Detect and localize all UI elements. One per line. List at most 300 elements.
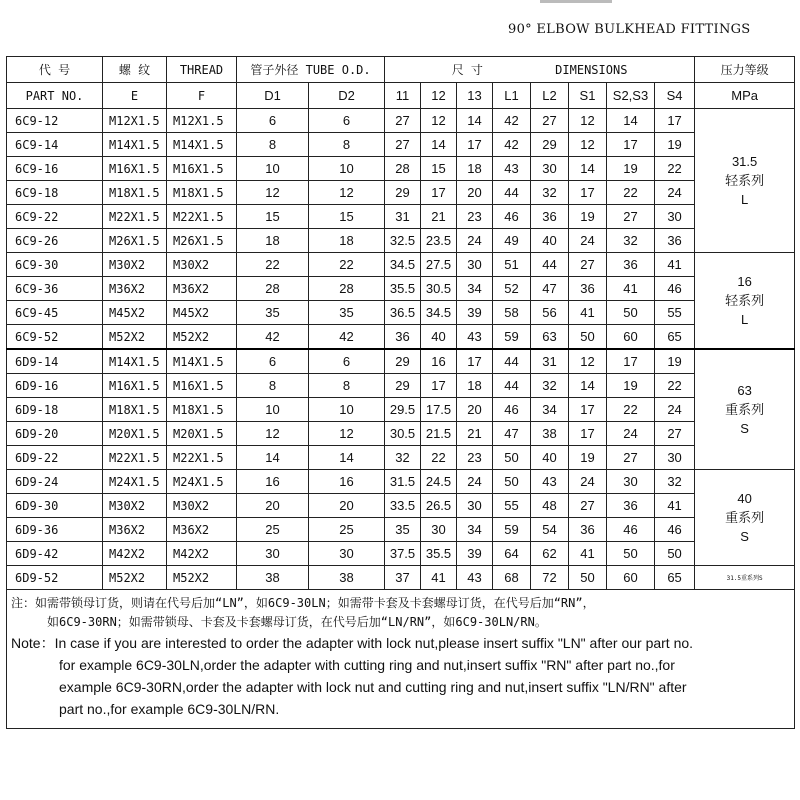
cell-s4: 32 [655, 470, 695, 494]
cell-s4: 30 [655, 446, 695, 470]
pressure-value: 31.5 [731, 154, 758, 169]
notes-cell [7, 590, 795, 729]
cell-part-no: 6D9-42 [7, 542, 103, 566]
cell-d1: 12 [237, 181, 309, 205]
cell-s4: 24 [655, 181, 695, 205]
page-title: 90° ELBOW BULKHEAD FITTINGS [508, 22, 751, 37]
cell-d1: 8 [237, 133, 309, 157]
pressure-value: 40 [737, 491, 752, 506]
cell-l1-small: 37.5 [385, 542, 421, 566]
cell-part-no: 6C9-12 [7, 109, 103, 133]
cell-l2-small: 30 [421, 518, 457, 542]
cell-d1: 42 [237, 325, 309, 350]
cell-s4: 46 [655, 518, 695, 542]
cell-part-no: 6D9-24 [7, 470, 103, 494]
cell-s1: 19 [569, 446, 607, 470]
cell-part-no: 6D9-16 [7, 374, 103, 398]
cell-thread-f: M52X2 [167, 325, 237, 350]
cell-d2: 16 [309, 470, 385, 494]
cell-s4: 22 [655, 157, 695, 181]
cell-thread-e: M52X2 [103, 566, 167, 590]
cell-s2s3: 24 [607, 422, 655, 446]
cell-L1: 44 [493, 181, 531, 205]
cell-s1: 12 [569, 133, 607, 157]
header-dim-en: DIMENSIONS [555, 63, 628, 77]
pressure-series: 轻系列 [725, 173, 765, 188]
pressure-value: 63 [737, 383, 752, 398]
cell-L2: 29 [531, 133, 569, 157]
cell-thread-f: M30X2 [167, 253, 237, 277]
pressure-rating-cell [695, 109, 795, 253]
cell-d1: 6 [237, 109, 309, 133]
cell-l2-small: 21 [421, 205, 457, 229]
cell-l3-small: 23 [457, 446, 493, 470]
cell-s1: 24 [569, 229, 607, 253]
cell-l3-small: 30 [457, 494, 493, 518]
cell-s1: 14 [569, 157, 607, 181]
cell-l2-small: 27.5 [421, 253, 457, 277]
table-row [7, 542, 795, 566]
table-row [7, 133, 795, 157]
cell-s1: 36 [569, 518, 607, 542]
cell-part-no: 6C9-36 [7, 277, 103, 301]
cell-d1: 30 [237, 542, 309, 566]
note-en-1: Note：In case if you are interested to order the adapter with lock nut,please insert suffix "LN" after our part no. [11, 635, 694, 651]
cell-L2: 34 [531, 398, 569, 422]
cell-d2: 6 [309, 349, 385, 374]
cell-thread-f: M14X1.5 [167, 349, 237, 374]
cell-d1: 20 [237, 494, 309, 518]
cell-L2: 30 [531, 157, 569, 181]
header-L1: L1 [493, 83, 531, 109]
cell-part-no: 6D9-14 [7, 349, 103, 374]
cell-s2s3: 36 [607, 253, 655, 277]
cell-part-no: 6C9-45 [7, 301, 103, 325]
cell-d2: 22 [309, 253, 385, 277]
header-pressure-cn: 压力等级 [695, 57, 795, 83]
cell-d1: 28 [237, 277, 309, 301]
cell-l1-small: 29 [385, 349, 421, 374]
pressure-series: 重系列 [725, 510, 765, 525]
cell-l1-small: 30.5 [385, 422, 421, 446]
cell-L2: 62 [531, 542, 569, 566]
cell-d2: 30 [309, 542, 385, 566]
cell-l1-small: 36.5 [385, 301, 421, 325]
cell-l3-small: 21 [457, 422, 493, 446]
cell-s1: 50 [569, 566, 607, 590]
fittings-spec-table [6, 56, 795, 729]
cell-d2: 12 [309, 181, 385, 205]
cell-thread-f: M14X1.5 [167, 133, 237, 157]
header-part-no: PART NO. [7, 83, 103, 109]
cell-thread-e: M36X2 [103, 277, 167, 301]
cell-thread-e: M18X1.5 [103, 398, 167, 422]
cell-thread-f: M18X1.5 [167, 398, 237, 422]
cell-d2: 20 [309, 494, 385, 518]
header-L2: L2 [531, 83, 569, 109]
cell-s2s3: 19 [607, 374, 655, 398]
cell-d1: 14 [237, 446, 309, 470]
pressure-rating-cell: 31.5重系列S [695, 566, 795, 590]
cell-l2-small: 34.5 [421, 301, 457, 325]
cell-d1: 10 [237, 398, 309, 422]
header-s2s3: S2,S3 [607, 83, 655, 109]
cell-s4: 19 [655, 349, 695, 374]
header-dimensions [385, 57, 695, 83]
top-edge-mark [540, 0, 612, 3]
header-mpa: MPa [695, 83, 795, 109]
cell-s1: 17 [569, 181, 607, 205]
cell-l1-small: 27 [385, 133, 421, 157]
cell-d1: 35 [237, 301, 309, 325]
cell-thread-f: M22X1.5 [167, 205, 237, 229]
cell-part-no: 6C9-16 [7, 157, 103, 181]
cell-d2: 38 [309, 566, 385, 590]
table-row [7, 253, 795, 277]
cell-s4: 36 [655, 229, 695, 253]
cell-thread-f: M22X1.5 [167, 446, 237, 470]
table-row [7, 374, 795, 398]
cell-s1: 50 [569, 325, 607, 350]
cell-s2s3: 32 [607, 229, 655, 253]
cell-s1: 27 [569, 494, 607, 518]
cell-thread-f: M16X1.5 [167, 157, 237, 181]
table-row [7, 205, 795, 229]
pressure-code: S [740, 529, 749, 544]
cell-l1-small: 33.5 [385, 494, 421, 518]
cell-part-no: 6C9-14 [7, 133, 103, 157]
cell-l2-small: 30.5 [421, 277, 457, 301]
table-row [7, 277, 795, 301]
cell-l2-small: 15 [421, 157, 457, 181]
cell-d2: 35 [309, 301, 385, 325]
header-code-cn: 代 号 [7, 57, 103, 83]
cell-l2-small: 22 [421, 446, 457, 470]
cell-part-no: 6C9-52 [7, 325, 103, 350]
cell-L1: 59 [493, 518, 531, 542]
cell-l3-small: 24 [457, 470, 493, 494]
cell-l3-small: 34 [457, 518, 493, 542]
cell-thread-e: M22X1.5 [103, 205, 167, 229]
pressure-code: S [740, 421, 749, 436]
cell-d1: 38 [237, 566, 309, 590]
cell-l3-small: 14 [457, 109, 493, 133]
cell-l1-small: 29 [385, 374, 421, 398]
cell-L2: 63 [531, 325, 569, 350]
table-row [7, 157, 795, 181]
cell-l3-small: 24 [457, 229, 493, 253]
cell-part-no: 6D9-52 [7, 566, 103, 590]
table-row [7, 566, 795, 590]
cell-l1-small: 29 [385, 181, 421, 205]
cell-s2s3: 14 [607, 109, 655, 133]
table-row [7, 422, 795, 446]
cell-s2s3: 22 [607, 398, 655, 422]
cell-L2: 47 [531, 277, 569, 301]
cell-L2: 38 [531, 422, 569, 446]
note-en-4: part no.,for example 6C9-30LN/RN. [59, 701, 280, 717]
cell-s1: 17 [569, 398, 607, 422]
cell-thread-e: M30X2 [103, 253, 167, 277]
cell-L1: 49 [493, 229, 531, 253]
cell-l1-small: 27 [385, 109, 421, 133]
cell-thread-e: M12X1.5 [103, 109, 167, 133]
cell-s1: 12 [569, 349, 607, 374]
cell-d2: 18 [309, 229, 385, 253]
cell-s2s3: 27 [607, 446, 655, 470]
cell-l2-small: 21.5 [421, 422, 457, 446]
cell-l2-small: 17 [421, 181, 457, 205]
cell-d1: 16 [237, 470, 309, 494]
cell-l1-small: 35 [385, 518, 421, 542]
header-thread-en: THREAD [167, 57, 237, 83]
cell-L1: 44 [493, 349, 531, 374]
cell-part-no: 6C9-18 [7, 181, 103, 205]
cell-l2-small: 17.5 [421, 398, 457, 422]
cell-s2s3: 17 [607, 133, 655, 157]
cell-l2-small: 14 [421, 133, 457, 157]
cell-s1: 12 [569, 109, 607, 133]
cell-l2-small: 41 [421, 566, 457, 590]
cell-thread-e: M24X1.5 [103, 470, 167, 494]
cell-d1: 25 [237, 518, 309, 542]
cell-thread-e: M52X2 [103, 325, 167, 350]
cell-s1: 36 [569, 277, 607, 301]
cell-thread-e: M16X1.5 [103, 157, 167, 181]
table-row [7, 494, 795, 518]
cell-thread-f: M16X1.5 [167, 374, 237, 398]
cell-s4: 55 [655, 301, 695, 325]
note-cn-2: 如6C9-30RN；如需带锁母、卡套及卡套螺母订货，在代号后加“LN/RN”，如6C9-30LN/RN。 [47, 615, 547, 629]
cell-thread-f: M42X2 [167, 542, 237, 566]
cell-L1: 58 [493, 301, 531, 325]
cell-d2: 8 [309, 133, 385, 157]
header-d2: D2 [309, 83, 385, 109]
cell-s2s3: 36 [607, 494, 655, 518]
cell-d1: 8 [237, 374, 309, 398]
cell-d2: 10 [309, 157, 385, 181]
cell-L2: 72 [531, 566, 569, 590]
cell-l3-small: 20 [457, 398, 493, 422]
cell-d2: 42 [309, 325, 385, 350]
cell-L1: 59 [493, 325, 531, 350]
cell-part-no: 6D9-18 [7, 398, 103, 422]
cell-s1: 27 [569, 253, 607, 277]
cell-l3-small: 39 [457, 301, 493, 325]
table-row [7, 301, 795, 325]
cell-s2s3: 41 [607, 277, 655, 301]
cell-s2s3: 22 [607, 181, 655, 205]
cell-L2: 54 [531, 518, 569, 542]
cell-l3-small: 18 [457, 374, 493, 398]
cell-thread-f: M12X1.5 [167, 109, 237, 133]
cell-l3-small: 39 [457, 542, 493, 566]
cell-L2: 40 [531, 446, 569, 470]
pressure-code: L [740, 192, 749, 207]
cell-s1: 24 [569, 470, 607, 494]
table-row [7, 349, 795, 374]
cell-thread-f: M52X2 [167, 566, 237, 590]
cell-l2-small: 35.5 [421, 542, 457, 566]
cell-thread-e: M20X1.5 [103, 422, 167, 446]
cell-s2s3: 46 [607, 518, 655, 542]
cell-s2s3: 19 [607, 157, 655, 181]
cell-l2-small: 24.5 [421, 470, 457, 494]
cell-L2: 43 [531, 470, 569, 494]
cell-d1: 22 [237, 253, 309, 277]
header-tube-od: 管子外径 TUBE O.D. [237, 57, 385, 83]
cell-thread-f: M45X2 [167, 301, 237, 325]
cell-d2: 14 [309, 446, 385, 470]
cell-part-no: 6D9-22 [7, 446, 103, 470]
cell-s2s3: 50 [607, 542, 655, 566]
cell-s1: 14 [569, 374, 607, 398]
cell-s2s3: 27 [607, 205, 655, 229]
cell-s1: 19 [569, 205, 607, 229]
cell-s2s3: 17 [607, 349, 655, 374]
cell-l3-small: 43 [457, 325, 493, 350]
cell-l1-small: 34.5 [385, 253, 421, 277]
cell-l2-small: 17 [421, 374, 457, 398]
pressure-code: L [740, 312, 749, 327]
cell-l3-small: 18 [457, 157, 493, 181]
cell-s4: 65 [655, 325, 695, 350]
cell-l3-small: 20 [457, 181, 493, 205]
cell-thread-e: M14X1.5 [103, 133, 167, 157]
cell-L2: 44 [531, 253, 569, 277]
cell-thread-f: M26X1.5 [167, 229, 237, 253]
cell-d2: 10 [309, 398, 385, 422]
header-l2-small: 12 [421, 83, 457, 109]
cell-L2: 48 [531, 494, 569, 518]
cell-s2s3: 60 [607, 325, 655, 350]
cell-d1: 15 [237, 205, 309, 229]
cell-s4: 27 [655, 422, 695, 446]
cell-L1: 50 [493, 446, 531, 470]
cell-thread-e: M45X2 [103, 301, 167, 325]
cell-thread-f: M24X1.5 [167, 470, 237, 494]
table-row [7, 229, 795, 253]
cell-L1: 46 [493, 205, 531, 229]
cell-L1: 52 [493, 277, 531, 301]
cell-l3-small: 30 [457, 253, 493, 277]
note-cn-1: 注：如需带锁母订货，则请在代号后加“LN”，如6C9-30LN；如需带卡套及卡套螺母订货，在代号后加“RN”， [11, 596, 595, 610]
table-row [7, 470, 795, 494]
cell-s4: 41 [655, 494, 695, 518]
notes-row [7, 590, 795, 729]
cell-thread-f: M18X1.5 [167, 181, 237, 205]
header-s1: S1 [569, 83, 607, 109]
cell-l2-small: 16 [421, 349, 457, 374]
cell-L2: 32 [531, 181, 569, 205]
cell-d2: 28 [309, 277, 385, 301]
cell-L1: 64 [493, 542, 531, 566]
cell-s1: 41 [569, 301, 607, 325]
cell-s4: 17 [655, 109, 695, 133]
cell-part-no: 6C9-30 [7, 253, 103, 277]
cell-s4: 24 [655, 398, 695, 422]
note-en-3: example 6C9-30RN,order the adapter with lock nut and cutting ring and nut,insert suffix "LN/RN" after [59, 679, 687, 695]
cell-d1: 6 [237, 349, 309, 374]
cell-s4: 65 [655, 566, 695, 590]
cell-L1: 47 [493, 422, 531, 446]
cell-l1-small: 28 [385, 157, 421, 181]
cell-L1: 44 [493, 374, 531, 398]
cell-l2-small: 40 [421, 325, 457, 350]
pressure-value: 16 [737, 274, 752, 289]
cell-l2-small: 12 [421, 109, 457, 133]
table-row [7, 518, 795, 542]
cell-L1: 46 [493, 398, 531, 422]
cell-L1: 50 [493, 470, 531, 494]
cell-L2: 32 [531, 374, 569, 398]
cell-L1: 42 [493, 133, 531, 157]
cell-thread-e: M16X1.5 [103, 374, 167, 398]
cell-s1: 41 [569, 542, 607, 566]
cell-s4: 41 [655, 253, 695, 277]
cell-thread-e: M30X2 [103, 494, 167, 518]
pressure-series: 重系列 [725, 402, 765, 417]
cell-part-no: 6D9-20 [7, 422, 103, 446]
header-l3-small: 13 [457, 83, 493, 109]
table-row [7, 398, 795, 422]
cell-thread-e: M14X1.5 [103, 349, 167, 374]
cell-d1: 18 [237, 229, 309, 253]
cell-l3-small: 17 [457, 349, 493, 374]
cell-part-no: 6C9-26 [7, 229, 103, 253]
cell-L2: 36 [531, 205, 569, 229]
cell-thread-e: M36X2 [103, 518, 167, 542]
cell-s4: 50 [655, 542, 695, 566]
cell-s4: 22 [655, 374, 695, 398]
header-thread-cn: 螺 纹 [103, 57, 167, 83]
header-e: E [103, 83, 167, 109]
cell-L1: 43 [493, 157, 531, 181]
cell-d2: 6 [309, 109, 385, 133]
table-row [7, 446, 795, 470]
cell-s4: 30 [655, 205, 695, 229]
cell-d2: 15 [309, 205, 385, 229]
cell-l2-small: 23.5 [421, 229, 457, 253]
cell-L1: 51 [493, 253, 531, 277]
cell-thread-e: M18X1.5 [103, 181, 167, 205]
cell-thread-f: M30X2 [167, 494, 237, 518]
header-f: F [167, 83, 237, 109]
cell-s1: 17 [569, 422, 607, 446]
cell-thread-e: M42X2 [103, 542, 167, 566]
header-d1: D1 [237, 83, 309, 109]
cell-s2s3: 30 [607, 470, 655, 494]
cell-l1-small: 37 [385, 566, 421, 590]
cell-d1: 10 [237, 157, 309, 181]
cell-l1-small: 32.5 [385, 229, 421, 253]
cell-l3-small: 23 [457, 205, 493, 229]
note-en-2: for example 6C9-30LN,order the adapter with cutting ring and nut,insert suffix "RN" after part no.,for [59, 657, 675, 673]
table-row [7, 325, 795, 350]
cell-thread-f: M36X2 [167, 277, 237, 301]
pressure-rating-cell [695, 470, 795, 566]
header-row-1 [7, 57, 795, 83]
cell-L1: 68 [493, 566, 531, 590]
cell-d2: 12 [309, 422, 385, 446]
cell-l1-small: 36 [385, 325, 421, 350]
cell-thread-e: M22X1.5 [103, 446, 167, 470]
cell-l1-small: 35.5 [385, 277, 421, 301]
cell-l1-small: 32 [385, 446, 421, 470]
cell-part-no: 6D9-30 [7, 494, 103, 518]
cell-part-no: 6C9-22 [7, 205, 103, 229]
cell-L1: 42 [493, 109, 531, 133]
